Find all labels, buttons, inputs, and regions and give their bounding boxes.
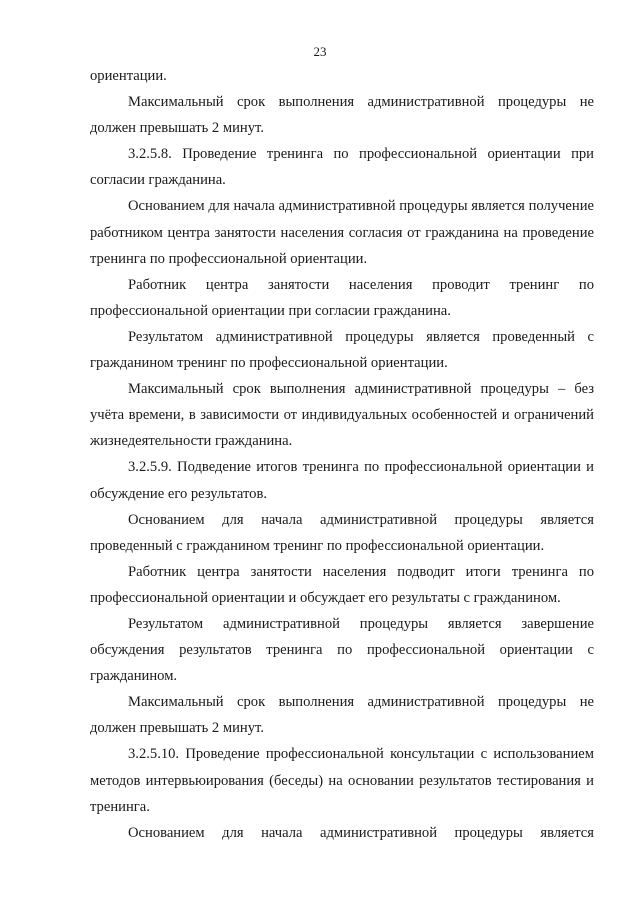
paragraph: Максимальный срок выполнения административной процедуры не должен превышать 2 минут. [90,694,594,737]
section-heading: 3.2.5.10. Проведение профессиональной консультации с использованием методов интервьюирования (беседы) на основании результатов тестирования и тренинга. [90,746,594,815]
page-number: 23 [313,44,327,59]
section-heading: 3.2.5.8. Проведение тренинга по профессиональной ориентации при согласии гражданина. [90,146,594,189]
paragraph: ориентации. [90,68,167,84]
document-body [90,63,594,846]
section-heading: 3.2.5.9. Подведение итогов тренинга по профессиональной ориентации и обсуждение его результатов. [90,459,594,502]
paragraph: Максимальный срок выполнения административной процедуры не должен превышать 2 минут. [90,94,594,137]
paragraph: Максимальный срок выполнения административной процедуры – без учёта времени, в зависимости от индивидуальных особенностей и ограничений жизнедеятельности гражданина. [90,381,594,450]
paragraph: Результатом административной процедуры является завершение обсуждения результатов тренинга по профессиональной ориентации с гражданином. [90,615,594,685]
paragraph: Результатом административной процедуры является проведенный с гражданином тренинг по профессиональной ориентации. [90,328,594,372]
paragraph: Работник центра занятости населения подводит итоги тренинга по профессиональной ориентации и обсуждает его результаты с гражданином. [90,563,594,606]
paragraph: Работник центра занятости населения проводит тренинг по профессиональной ориентации при согласии гражданина. [90,276,594,319]
paragraph: Основанием для начала административной процедуры является получение работником центра занятости населения согласия от гражданина на проведение тренинга по профессиональной ориентации. [90,198,594,267]
paragraph: Основанием для начала административной процедуры является [128,824,594,841]
paragraph: Основанием для начала административной процедуры является проведенный с гражданином тренинг по профессиональной ориентации. [90,511,594,554]
